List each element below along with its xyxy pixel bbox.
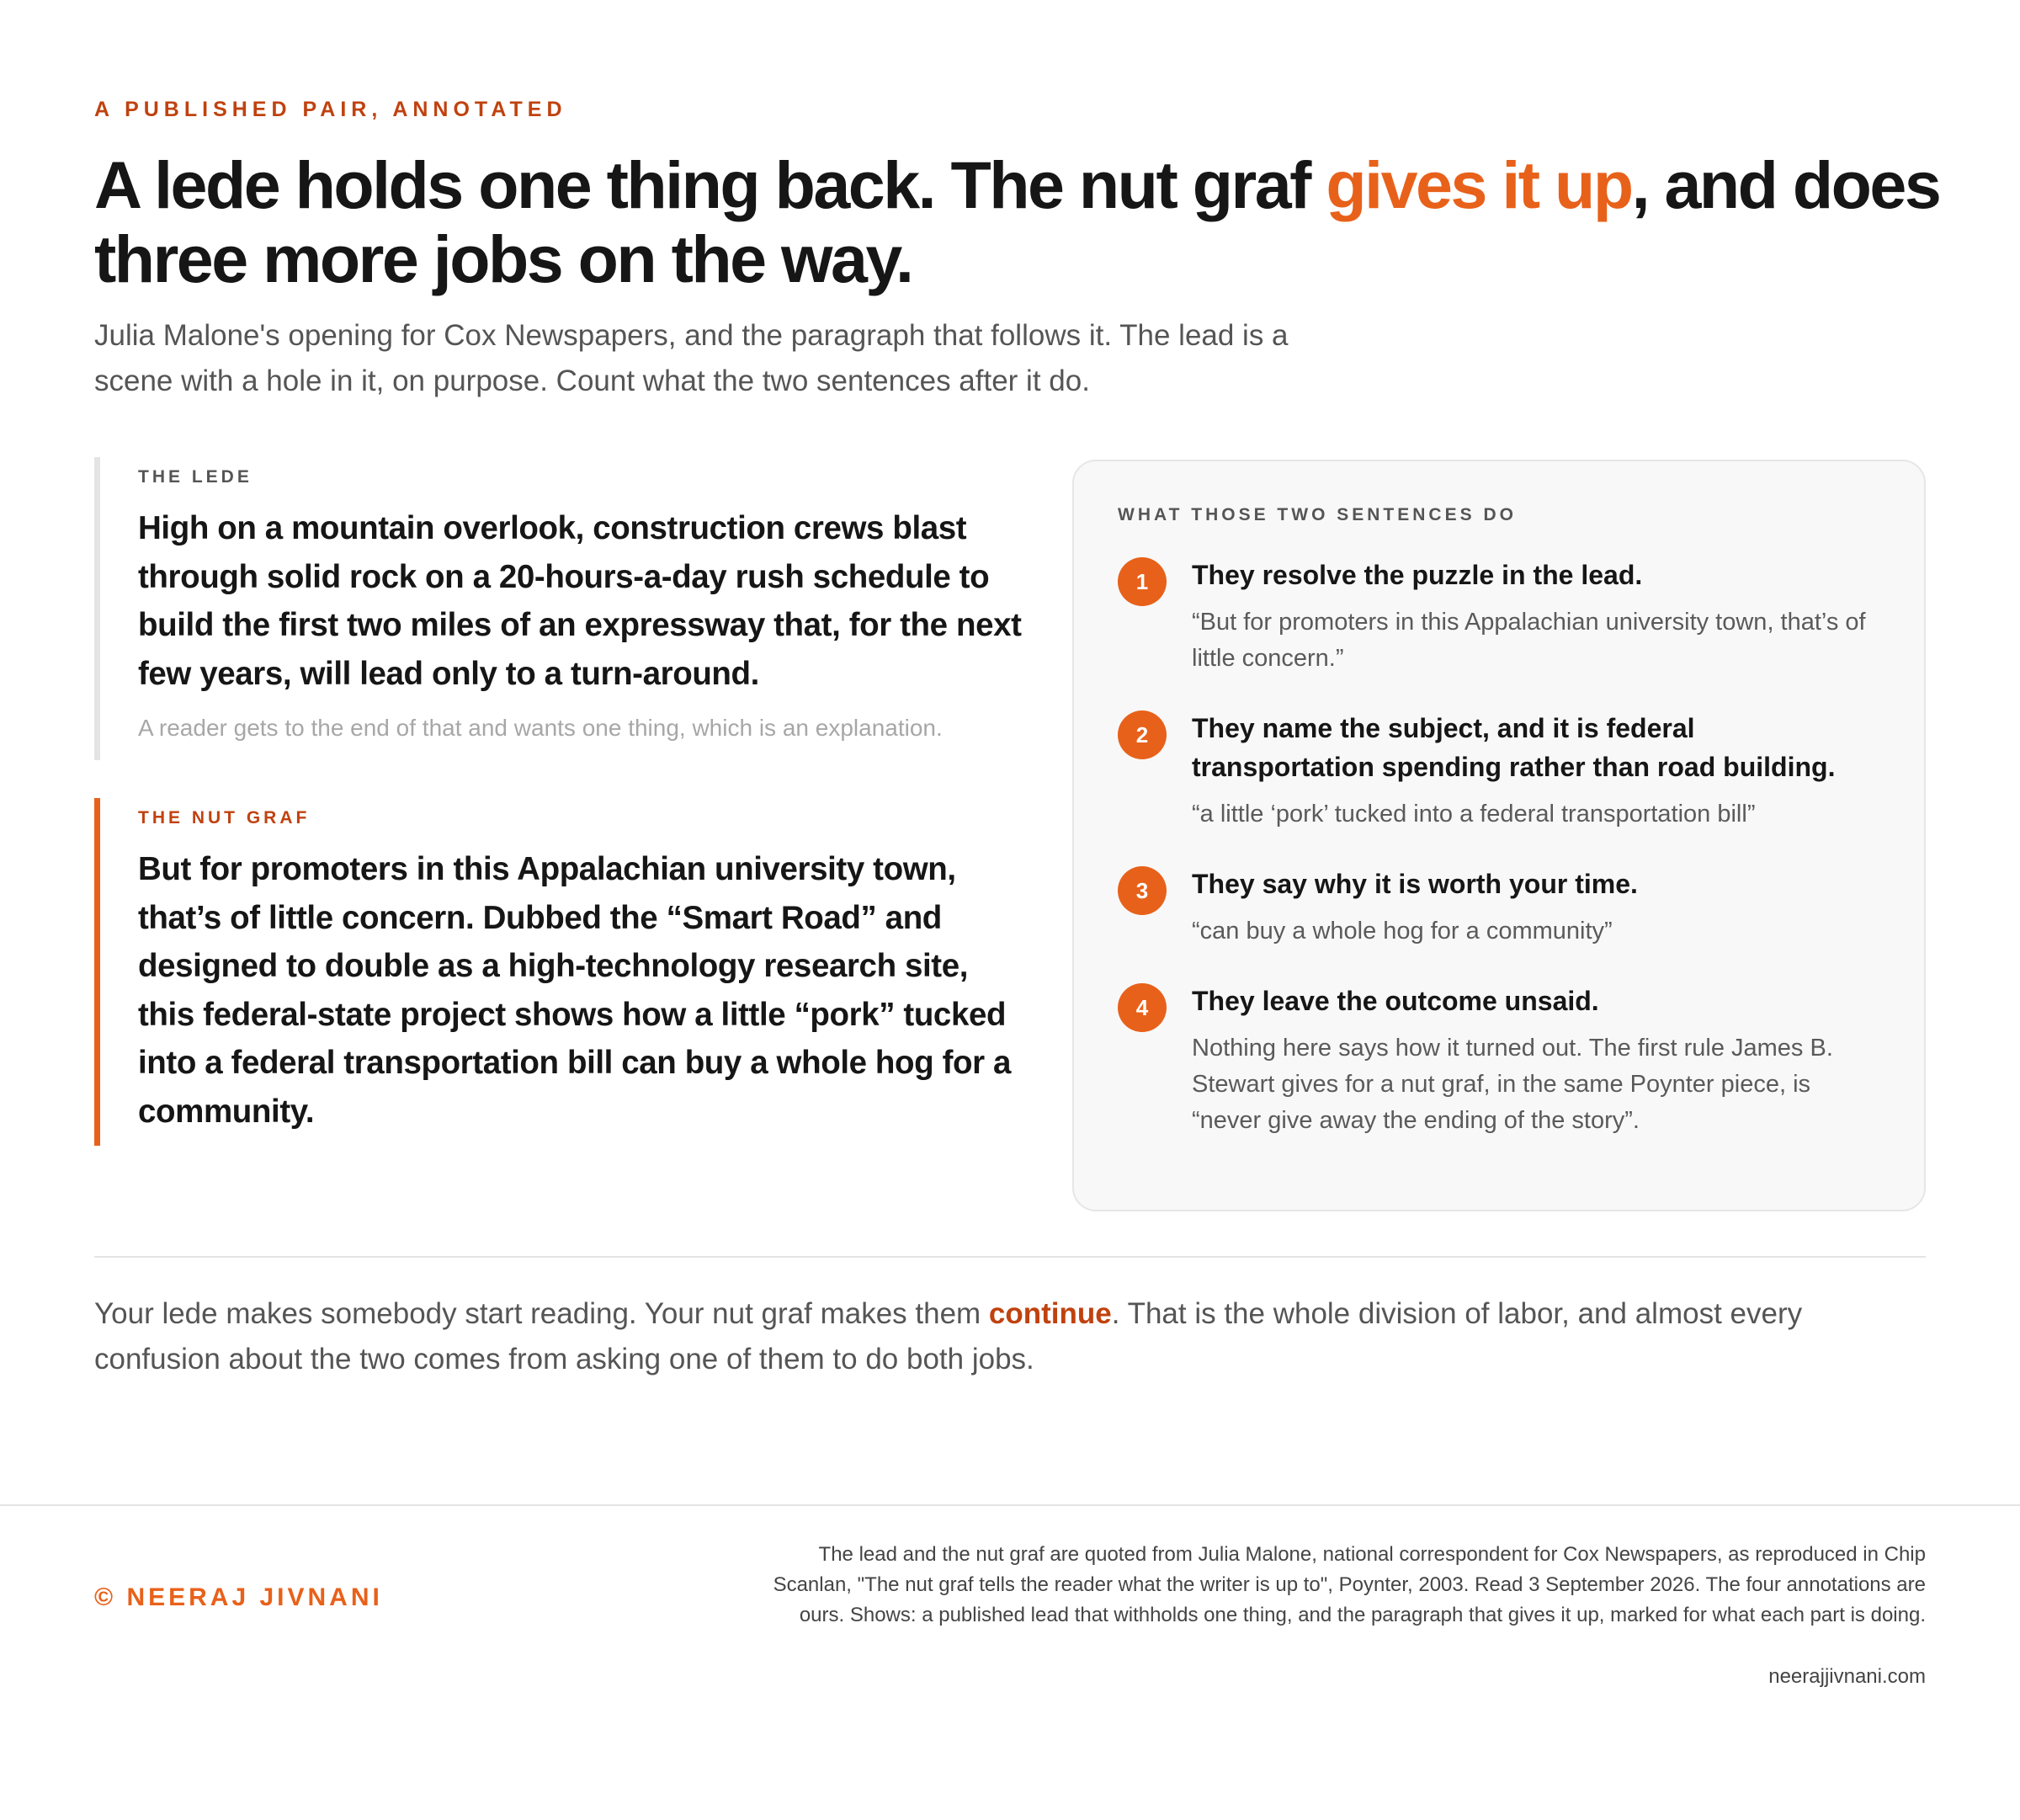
- annotation-title: They name the subject, and it is federal transportation spending rather than road building.: [1192, 713, 1836, 782]
- headline-accent: gives it up: [1326, 147, 1632, 222]
- nut-graf-block: [94, 798, 1029, 1146]
- eyebrow: A PUBLISHED PAIR, ANNOTATED: [94, 98, 567, 121]
- headline: [94, 148, 1946, 296]
- nut-graf-quote: But for promoters in this Appalachian university town, that’s of little concern. Dubbed the “Smart Road” and designed to double as a high-technology research site, this federal-state project shows how a little “pork” tucked into a federal transportation bill can buy a whole hog for a community.: [138, 851, 1012, 1130]
- annotation-panel: [1072, 460, 1926, 1211]
- number-badge: 1: [1118, 557, 1167, 606]
- closing-tail: . That is the whole division of labor, and almost every confusion about the two comes from asking one of them to do both jobs.: [94, 1297, 1803, 1376]
- annotation-item: [1118, 865, 1880, 950]
- closing-emphasis: continue: [988, 1297, 1112, 1330]
- headline-tail: , and does three more jobs on the way.: [94, 147, 1940, 296]
- annotation-detail: “a little ‘pork’ tucked into a federal transportation bill”: [1192, 801, 1756, 828]
- closing-paragraph: [94, 1291, 1926, 1382]
- source-note: The lead and the nut graf are quoted from Julia Malone, national correspondent for Cox Newspapers, as reproduced in Chip Scanlan, "The nut graf tells the reader what the writer is up to", Poynter, 2003. Read 3 September 2026. The four annotations are ours. Shows: a published lead that withholds one thing, and the paragraph that gives it up, marked for what each part is doing.: [773, 1543, 1926, 1626]
- dek: Julia Malone's opening for Cox Newspapers, and the paragraph that follows it. The lead is a scene with a hole in it, on purpose. Count what the two sentences after it do.: [94, 319, 1289, 397]
- annotation-item: [1118, 709, 1880, 833]
- annotation-title: They leave the outcome unsaid.: [1192, 986, 1599, 1016]
- panel-label: WHAT THOSE TWO SENTENCES DO: [1118, 505, 1517, 524]
- annotation-list: [1118, 556, 1880, 1139]
- headline-lead: A lede holds one thing back. The nut graf: [94, 147, 1326, 222]
- lede-block: [94, 457, 1029, 760]
- annotation-detail: “But for promoters in this Appalachian university town, that’s of little concern.”: [1192, 609, 1866, 672]
- annotation-title: They resolve the puzzle in the lead.: [1192, 560, 1643, 590]
- number-badge: 2: [1118, 710, 1167, 759]
- section-divider: [94, 1256, 1926, 1258]
- closing-lead: Your lede makes somebody start reading. Your nut graf makes them: [94, 1297, 989, 1330]
- lede-label: THE LEDE: [138, 467, 252, 487]
- footer-divider: [0, 1504, 2020, 1506]
- number-badge: 4: [1118, 983, 1167, 1032]
- lede-quote: High on a mountain overlook, construction crews blast through solid rock on a 20-hours-a-day rush schedule to build the first two miles of an expressway that, for the next few years, will lead only to a turn-around.: [138, 510, 1022, 692]
- number-badge: 3: [1118, 866, 1167, 915]
- annotation-item: [1118, 982, 1880, 1139]
- annotation-detail: Nothing here says how it turned out. The first rule James B. Stewart gives for a nut graf, in the same Poynter piece, is “never give away the ending of the story”.: [1192, 1035, 1833, 1134]
- nut-graf-label: THE NUT GRAF: [138, 808, 311, 828]
- site-url: neerajjivnani.com: [1768, 1665, 1926, 1688]
- annotation-item: [1118, 556, 1880, 677]
- copyright: © NEERAJ JIVNANI: [94, 1583, 383, 1611]
- annotation-detail: “can buy a whole hog for a community”: [1192, 918, 1613, 945]
- lede-note: A reader gets to the end of that and wants one thing, which is an explanation.: [138, 715, 943, 741]
- annotation-title: They say why it is worth your time.: [1192, 869, 1638, 899]
